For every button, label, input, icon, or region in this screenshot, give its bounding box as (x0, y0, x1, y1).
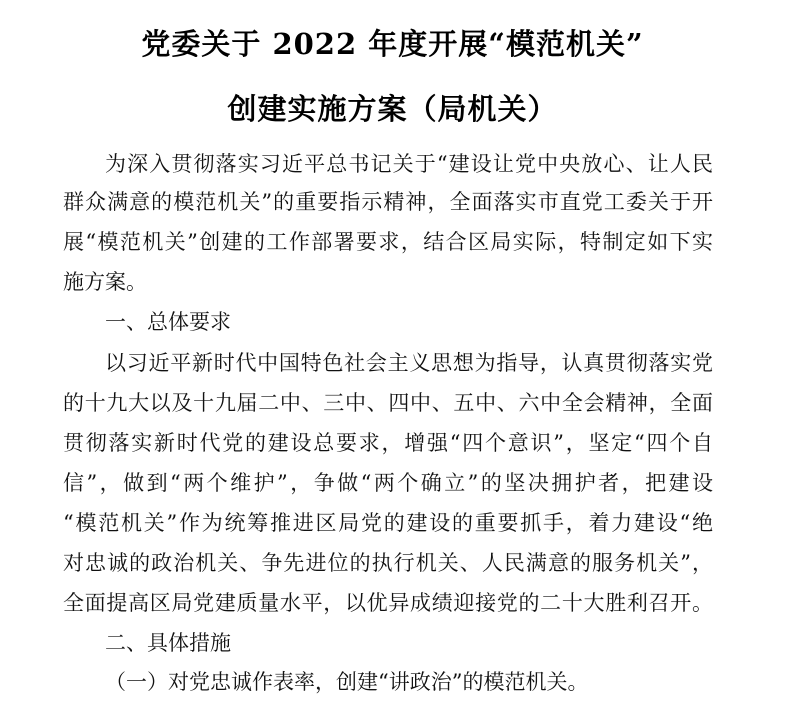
section-1-line-7: 全面提高区局党建质量水平，以优异成绩迎接党的二十大胜利召开。 (63, 591, 713, 615)
intro-line-2: 群众满意的模范机关”的重要指示精神，全面落实市直党工委关于开 (63, 190, 713, 214)
section-1-line-5: “模范机关”作为统筹推进区局党的建设的重要抓手，着力建设“绝 (63, 511, 713, 535)
section-1-line-6: 对忠诚的政治机关、争先进位的执行机关、人民满意的服务机关”， (63, 551, 713, 575)
document-title-line-1: 党委关于 2022 年度开展“模范机关” (141, 27, 644, 61)
intro-line-3: 展“模范机关”创建的工作部署要求，结合区局实际，特制定如下实 (63, 230, 713, 254)
section-1-line-1: 以习近平新时代中国特色社会主义思想为指导，认真贯彻落实党 (105, 351, 713, 375)
section-2-heading: 二、具体措施 (105, 631, 231, 655)
subsection-1-heading: （一）对党忠诚作表率，创建“讲政治”的模范机关。 (105, 670, 589, 694)
section-1-line-2: 的十九大以及十九届二中、三中、四中、五中、六中全会精神，全面 (63, 391, 713, 415)
intro-line-4: 施方案。 (63, 270, 147, 294)
section-1-heading: 一、总体要求 (105, 310, 231, 334)
document-title-line-2: 创建实施方案（局机关） (227, 92, 558, 126)
intro-line-1: 为深入贯彻落实习近平总书记关于“建设让党中央放心、让人民 (105, 152, 713, 176)
section-1-line-3: 贯彻落实新时代党的建设总要求，增强“四个意识”，坚定“四个自 (63, 431, 713, 455)
section-1-line-4: 信”，做到“两个维护”，争做“两个确立”的坚决拥护者，把建设 (63, 471, 713, 495)
